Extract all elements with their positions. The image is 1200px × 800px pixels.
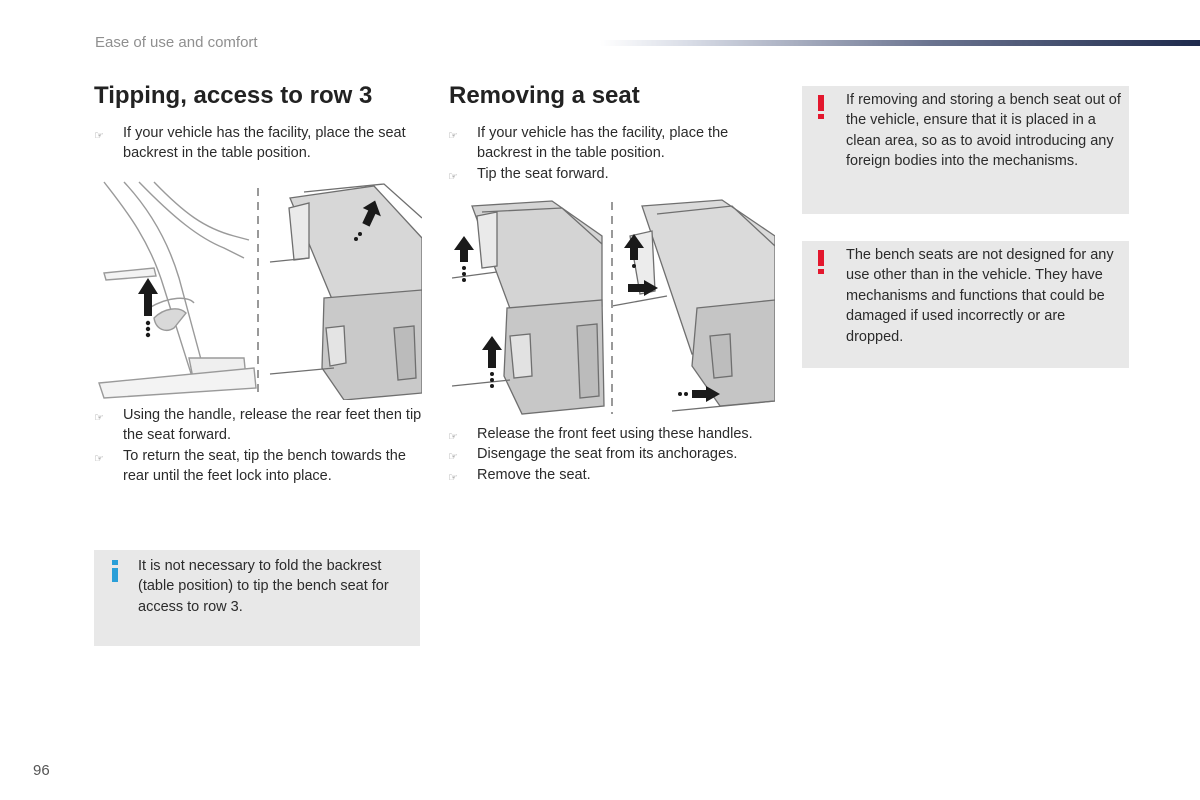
section-title: Ease of use and comfort bbox=[95, 34, 258, 51]
step-text: To return the seat, tip the bench towards the rear until the feet lock into place. bbox=[123, 447, 406, 485]
tipping-illustration bbox=[94, 178, 422, 400]
step-text: Disengage the seat from its anchorages. bbox=[477, 446, 738, 463]
list-item bbox=[94, 123, 424, 164]
list-item bbox=[448, 164, 778, 184]
checkbox-bullet-icon: ☞ bbox=[94, 129, 104, 142]
tipping-steps-after bbox=[94, 405, 424, 487]
step-text: Tip the seat forward. bbox=[477, 165, 609, 182]
info-note-text: It is not necessary to fold the backrest (table position) to tip the bench seat for access to row 3. bbox=[138, 558, 389, 615]
warning-exclamation-icon bbox=[817, 95, 825, 119]
removing-steps-after bbox=[448, 424, 778, 485]
list-item bbox=[448, 123, 778, 164]
warning-note-storage bbox=[802, 86, 1129, 214]
heading-tipping: Tipping, access to row 3 bbox=[94, 82, 373, 109]
removing-illustration bbox=[452, 196, 775, 418]
warning-text: The bench seats are not designed for any use other than in the vehicle. They have mechanisms and functions that could be damaged if used incorrectly or are dropped. bbox=[846, 247, 1114, 345]
page-number: 96 bbox=[33, 762, 50, 779]
list-item bbox=[448, 444, 778, 464]
checkbox-bullet-icon: ☞ bbox=[448, 430, 458, 443]
step-text: If your vehicle has the facility, place the backrest in the table position. bbox=[477, 125, 729, 162]
list-item bbox=[94, 446, 424, 487]
header-gradient-bar bbox=[600, 40, 1200, 46]
removing-steps-before bbox=[448, 123, 778, 184]
heading-removing: Removing a seat bbox=[449, 82, 640, 109]
info-icon bbox=[110, 560, 120, 582]
checkbox-bullet-icon: ☞ bbox=[448, 169, 458, 183]
step-text: If your vehicle has the facility, place the seat backrest in the table position. bbox=[123, 125, 406, 162]
step-text: Remove the seat. bbox=[477, 466, 591, 483]
info-note bbox=[94, 550, 420, 646]
checkbox-bullet-icon: ☞ bbox=[448, 129, 458, 142]
warning-note-usage bbox=[802, 241, 1129, 368]
list-item bbox=[448, 465, 778, 485]
tipping-steps-before bbox=[94, 123, 424, 164]
list-item bbox=[94, 405, 424, 446]
checkbox-bullet-icon: ☞ bbox=[94, 411, 104, 424]
checkbox-bullet-icon: ☞ bbox=[448, 450, 458, 464]
checkbox-bullet-icon: ☞ bbox=[94, 451, 104, 465]
checkbox-bullet-icon: ☞ bbox=[448, 470, 458, 484]
warning-exclamation-icon bbox=[817, 250, 825, 274]
step-text: Release the front feet using these handles. bbox=[477, 426, 753, 442]
list-item bbox=[448, 424, 778, 444]
step-text: Using the handle, release the rear feet then tip the seat forward. bbox=[123, 407, 422, 444]
warning-text: If removing and storing a bench seat out of the vehicle, ensure that it is placed in a clean area, so as to avoid introducing any foreign bodies into the mechanisms. bbox=[846, 92, 1121, 170]
